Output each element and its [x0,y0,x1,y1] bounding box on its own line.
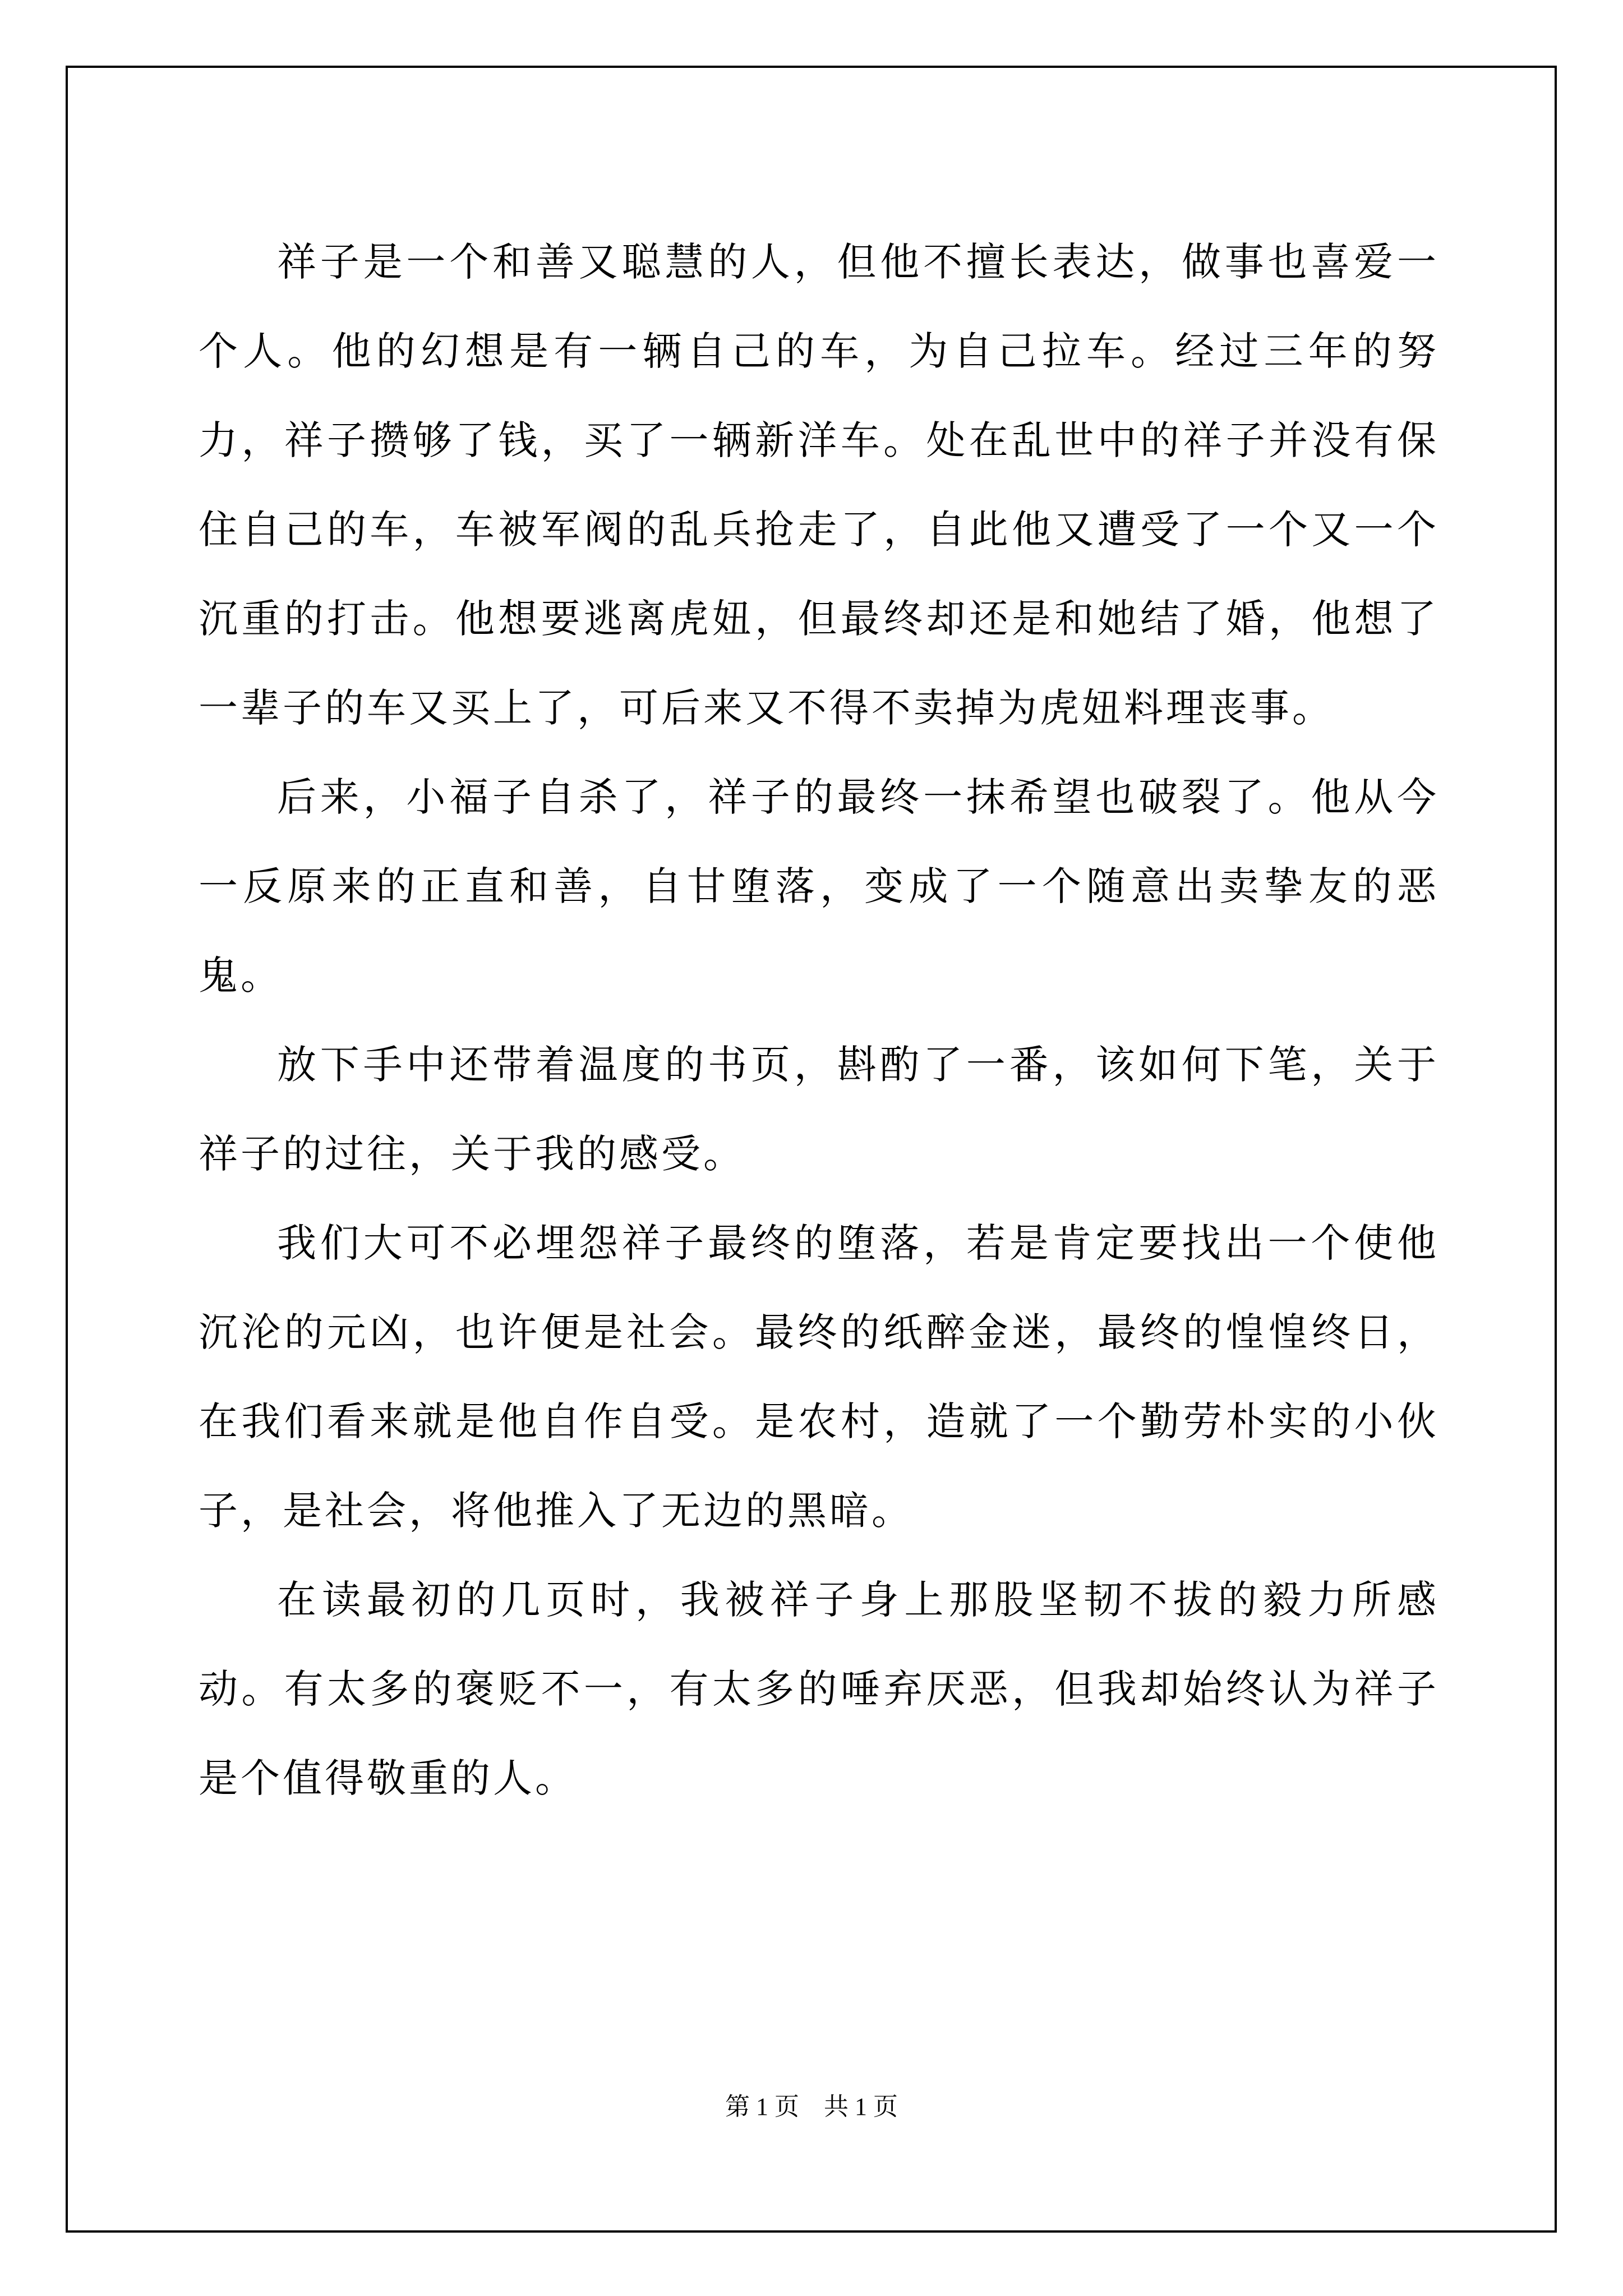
paragraph-5: 在读最初的几页时，我被祥子身上那股坚韧不拔的毅力所感动。有太多的褒贬不一，有太多的唾弃厌恶，但我却始终认为祥子是个值得敬重的人。 [199,1577,1439,1801]
paragraph-3: 放下手中还带着温度的书页，斟酌了一番，该如何下笔，关于祥子的过往，关于我的感受。 [199,1042,1439,1177]
document-body [199,218,1439,1823]
paragraph-2: 后来，小福子自杀了，祥子的最终一抹希望也破裂了。他从今一反原来的正直和善，自甘堕落，变成了一个随意出卖挚友的恶鬼。 [199,774,1439,999]
page-footer: 第 1 页 共 1 页 [725,2093,898,2120]
paragraph-4: 我们大可不必埋怨祥子最终的堕落，若是肯定要找出一个使他沉沦的元凶，也许便是社会。最终的纸醉金迷，最终的惶惶终日，在我们看来就是他自作自受。是农村，造就了一个勤劳朴实的小伙子，是社会，将他推入了无边的黑暗。 [199,1220,1439,1534]
paragraph-1: 祥子是一个和善又聪慧的人，但他不擅长表达，做事也喜爱一个人。他的幻想是有一辆自己的车，为自己拉车。经过三年的努力，祥子攒够了钱，买了一辆新洋车。处在乱世中的祥子并没有保住自己的车，车被军阀的乱兵抢走了，自此他又遭受了一个又一个沉重的打击。他想要逃离虎妞，但最终却还是和她结了婚，他想了一辈子的车又买上了，可后来又不得不卖掉为虎妞料理丧事。 [199,239,1439,731]
